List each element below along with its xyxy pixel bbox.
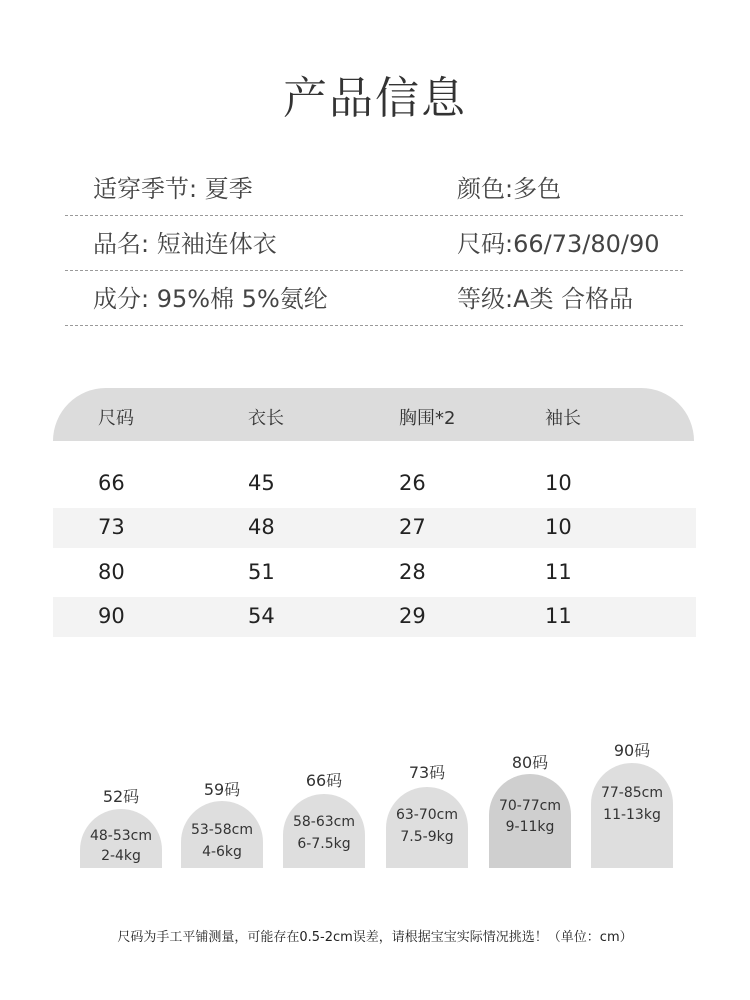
table-row (53, 553, 696, 593)
info-row (65, 172, 683, 216)
header-sleeve: 袖长 (545, 408, 581, 429)
table-cell: 90 (98, 604, 125, 628)
table-cell: 48 (248, 515, 275, 539)
info-season: 适穿季节: 夏季 (93, 175, 253, 203)
table-header (53, 388, 694, 441)
info-row (65, 282, 683, 326)
dashed-divider (65, 325, 683, 326)
size-guide-weight: 9-11kg (505, 819, 555, 835)
table-cell: 73 (98, 515, 125, 539)
size-guide-weight: 2-4kg (101, 848, 141, 864)
size-guide-label: 66码 (305, 771, 343, 790)
dashed-divider (65, 270, 683, 271)
table-row (53, 464, 696, 504)
size-guide-height: 63-70cm (395, 807, 458, 823)
size-guide-height: 48-53cm (89, 828, 152, 844)
table-cell: 28 (399, 560, 426, 584)
header-chest: 胸围*2 (399, 408, 456, 429)
table-cell: 10 (545, 471, 572, 495)
info-grade: 等级:A类 合格品 (457, 285, 634, 313)
table-cell: 11 (545, 604, 572, 628)
info-material: 成分: 95%棉 5%氨纶 (93, 285, 328, 313)
size-guide-label: 73码 (408, 763, 446, 782)
table-cell: 27 (399, 515, 426, 539)
table-cell: 11 (545, 560, 572, 584)
size-guide-height: 70-77cm (498, 798, 561, 814)
page-title: 产品信息 (283, 73, 467, 124)
size-guide-weight: 7.5-9kg (400, 829, 454, 845)
size-guide-weight: 11-13kg (603, 807, 661, 823)
table-cell: 51 (248, 560, 275, 584)
size-guide-label: 80码 (511, 753, 549, 772)
header-size: 尺码 (98, 408, 134, 429)
header-length: 衣长 (248, 408, 284, 429)
size-guide-label: 52码 (102, 787, 140, 806)
size-guide-weight: 6-7.5kg (297, 836, 351, 852)
table-cell: 54 (248, 604, 275, 628)
measurement-note: 尺码为手工平铺测量，可能存在0.5-2cm误差，请根据宝宝实际情况挑选！（单位：cm） (117, 930, 633, 945)
dashed-divider (65, 215, 683, 216)
table-row (53, 508, 696, 548)
size-guide-height: 53-58cm (190, 822, 253, 838)
info-product-name: 品名: 短袖连体衣 (93, 230, 277, 258)
table-cell: 26 (399, 471, 426, 495)
size-guide-height: 77-85cm (600, 785, 663, 801)
size-guide-weight: 4-6kg (202, 844, 242, 860)
table-cell: 80 (98, 560, 125, 584)
table-cell: 10 (545, 515, 572, 539)
table-cell: 66 (98, 471, 125, 495)
table-cell: 45 (248, 471, 275, 495)
table-row (53, 597, 696, 637)
info-color: 颜色:多色 (457, 175, 562, 203)
size-guide-label: 59码 (203, 780, 241, 799)
info-sizes: 尺码:66/73/80/90 (457, 230, 660, 258)
size-guide-label: 90码 (613, 741, 651, 760)
size-guide-height: 58-63cm (292, 814, 355, 830)
info-row (65, 227, 683, 271)
table-cell: 29 (399, 604, 426, 628)
